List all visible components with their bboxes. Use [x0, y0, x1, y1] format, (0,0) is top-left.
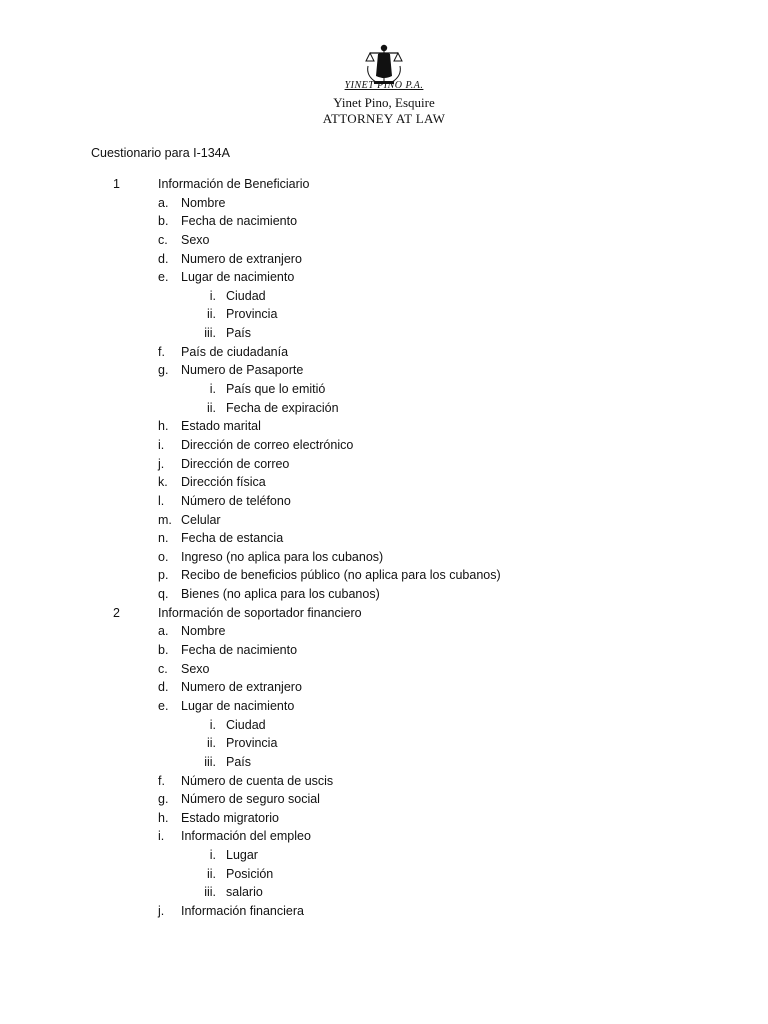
sub-list-item: [0, 846, 768, 865]
list-item: [0, 697, 768, 716]
list-item-label: Número de seguro social: [181, 792, 320, 807]
section-heading: [0, 175, 768, 194]
list-marker: 1: [113, 177, 120, 191]
sub-list-item: [0, 380, 768, 399]
list-item: [0, 772, 768, 791]
list-item-label: Estado migratorio: [181, 810, 279, 825]
list-item-label: Lugar: [226, 848, 258, 863]
list-item: [0, 827, 768, 846]
list-item: [0, 678, 768, 697]
list-marker: i.: [209, 382, 216, 397]
list-item: [0, 343, 768, 362]
list-item: [0, 361, 768, 380]
list-marker: p.: [158, 568, 169, 583]
list-item: [0, 511, 768, 530]
sub-list-item: [0, 305, 768, 324]
sub-list-item: [0, 753, 768, 772]
list-item-label: Numero de Pasaporte: [181, 363, 304, 378]
list-item-label: Dirección de correo: [181, 456, 290, 471]
list-marker: i.: [158, 829, 165, 844]
list-item-label: País que lo emitió: [226, 382, 326, 397]
list-marker: d.: [158, 680, 169, 695]
list-item-label: Provincia: [226, 736, 278, 751]
list-marker: d.: [158, 251, 169, 266]
list-item-label: Información de soportador financiero: [158, 605, 362, 620]
list-marker: g.: [158, 363, 169, 378]
list-item-label: Información financiera: [181, 903, 304, 918]
list-item: [0, 566, 768, 585]
list-marker: k.: [158, 475, 168, 490]
list-item-label: Celular: [181, 512, 221, 527]
list-item-label: Número de teléfono: [181, 493, 291, 508]
list-marker: i.: [158, 437, 165, 452]
questionnaire-outline: [0, 175, 768, 921]
list-marker: a.: [158, 624, 169, 639]
list-item-label: Provincia: [226, 307, 278, 322]
list-item-label: Lugar de nacimiento: [181, 698, 295, 713]
list-item-label: salario: [226, 885, 263, 900]
list-marker: f.: [158, 344, 165, 359]
list-marker: ii.: [206, 736, 216, 751]
list-item-label: Fecha de nacimiento: [181, 643, 298, 658]
list-item-label: Recibo de beneficios público (no aplica para los cubanos): [181, 568, 501, 583]
list-marker: m.: [158, 512, 172, 527]
list-item: [0, 417, 768, 436]
list-item: [0, 473, 768, 492]
list-item: [0, 585, 768, 604]
list-item-label: Ingreso (no aplica para los cubanos): [181, 549, 384, 564]
list-marker: 2: [113, 605, 120, 620]
list-marker: e.: [158, 698, 169, 713]
list-marker: h.: [158, 419, 169, 434]
sub-list-item: [0, 716, 768, 735]
list-item-label: Nombre: [181, 195, 226, 210]
list-item: [0, 231, 768, 250]
list-marker: c.: [158, 661, 168, 676]
list-marker: l.: [158, 493, 165, 508]
sub-list-item: [0, 287, 768, 306]
document-title: Cuestionario para I-134A: [91, 146, 230, 160]
list-item: [0, 548, 768, 567]
list-item: [0, 809, 768, 828]
list-item: [0, 790, 768, 809]
list-item-label: Ciudad: [226, 717, 266, 732]
list-item-label: Posición: [226, 866, 274, 881]
list-marker: h.: [158, 810, 169, 825]
list-marker: ii.: [206, 307, 216, 322]
list-item-label: País: [226, 754, 252, 769]
sub-list-item: [0, 865, 768, 884]
list-marker: a.: [158, 195, 169, 210]
list-item-label: Lugar de nacimiento: [181, 270, 295, 285]
list-item: [0, 436, 768, 455]
list-item-label: Bienes (no aplica para los cubanos): [181, 587, 380, 602]
list-marker: e.: [158, 270, 169, 285]
list-marker: b.: [158, 214, 169, 229]
list-marker: iii.: [204, 754, 216, 769]
list-marker: j.: [158, 903, 165, 918]
list-marker: q.: [158, 587, 169, 602]
list-item-label: Nombre: [181, 624, 226, 639]
list-item-label: Información del empleo: [181, 829, 311, 844]
list-item-label: Información de Beneficiario: [158, 177, 310, 191]
list-item: [0, 902, 768, 921]
sub-list-item: [0, 883, 768, 902]
list-item-label: Sexo: [181, 661, 210, 676]
list-item: [0, 622, 768, 641]
section-heading: [0, 604, 768, 623]
list-marker: i.: [209, 288, 216, 303]
list-marker: iii.: [204, 326, 216, 341]
list-item-label: Numero de extranjero: [181, 680, 302, 695]
list-marker: iii.: [204, 885, 216, 900]
list-item: [0, 455, 768, 474]
list-marker: o.: [158, 549, 169, 564]
list-item-label: Fecha de nacimiento: [181, 214, 298, 229]
firm-name: YINET PINO P.A.: [344, 80, 424, 91]
list-item: [0, 250, 768, 269]
list-marker: g.: [158, 792, 169, 807]
list-item: [0, 194, 768, 213]
list-marker: i.: [209, 848, 216, 863]
list-marker: ii.: [206, 866, 216, 881]
list-item: [0, 212, 768, 231]
list-item-label: País: [226, 326, 252, 341]
list-item: [0, 660, 768, 679]
sub-list-item: [0, 399, 768, 418]
list-item-label: Fecha de estancia: [181, 531, 284, 546]
list-marker: f.: [158, 773, 165, 788]
list-item-label: Dirección física: [181, 475, 266, 490]
list-marker: n.: [158, 531, 169, 546]
list-item-label: Estado marital: [181, 419, 261, 434]
list-item-label: Sexo: [181, 232, 210, 247]
list-marker: c.: [158, 232, 168, 247]
attorney-title: ATTORNEY AT LAW: [322, 111, 446, 126]
list-item: [0, 529, 768, 548]
list-item-label: Dirección de correo electrónico: [181, 437, 354, 452]
list-item-label: Ciudad: [226, 288, 266, 303]
list-item: [0, 492, 768, 511]
list-item-label: Numero de extranjero: [181, 251, 302, 266]
sub-list-item: [0, 734, 768, 753]
list-item: [0, 268, 768, 287]
list-marker: j.: [158, 456, 165, 471]
list-marker: ii.: [206, 400, 216, 415]
attorney-name: Yinet Pino, Esquire: [333, 95, 435, 110]
list-marker: i.: [209, 717, 216, 732]
list-item: [0, 641, 768, 660]
list-item-label: Número de cuenta de uscis: [181, 773, 334, 788]
sub-list-item: [0, 324, 768, 343]
list-item-label: Fecha de expiración: [226, 400, 339, 415]
list-item-label: País de ciudadanía: [181, 344, 289, 359]
list-marker: b.: [158, 643, 169, 658]
